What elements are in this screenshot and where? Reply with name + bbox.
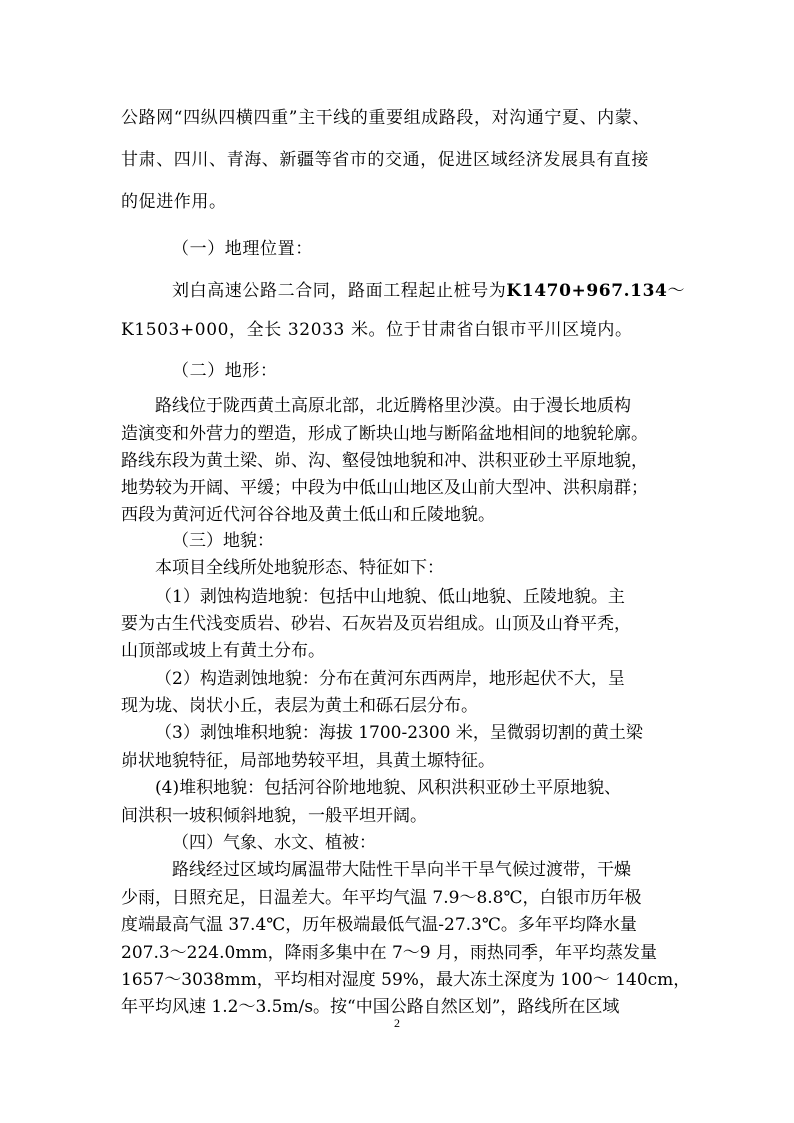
text-line: 公路网“四纵四横四重”主干线的重要组成路段，对沟通宁夏、内蒙、 (121, 108, 650, 128)
text-line: 造演变和外营力的塑造，形成了断块山地与断陷盆地相间的地貌轮廓。 (121, 424, 648, 444)
section-heading: （一）地理位置： (172, 239, 313, 259)
text-line: 路线经过区域均属温带大陆性干旱向半干旱气候过渡带，干燥 (172, 860, 631, 880)
text-line: 西段为黄河近代河谷谷地及黄土低山和丘陵地貌。 (121, 505, 495, 525)
text-line: 路线位于陇西黄土高原北部，北近腾格里沙漠。由于漫长地质构 (155, 396, 631, 416)
text-line: 1657～3038mm，平均相对湿度 59%，最大冻土深度为 100～ 140cm， (121, 970, 691, 990)
text-line: 间洪积一坡积倾斜地貌，一般平坦开阔。 (121, 806, 427, 826)
section-heading: （二）地形： (172, 361, 278, 381)
text-line: （2）构造剥蚀地貌：分布在黄河东西两岸，地形起伏不大，呈 (155, 669, 625, 689)
text-line: 山顶部或坡上有黄土分布。 (121, 641, 325, 661)
text-line: 峁状地貌特征，局部地势较平坦，具黄土塬特征。 (121, 751, 495, 771)
text-line: K1503+000，全长 32033 米。位于甘肃省白银市平川区境内。 (121, 320, 633, 340)
text-line: （3）剥蚀堆积地貌：海拔 1700-2300 米，呈微弱切割的黄土梁 (155, 723, 643, 743)
text-line: 年平均风速 1.2～3.5m/s。按“中国公路自然区划”，路线所在区域 (121, 997, 620, 1017)
text-line: 要为古生代浅变质岩、砂岩、石灰岩及页岩组成。山顶及山脊平秃， (121, 614, 631, 634)
section-heading: （四）气象、水文、植被： (172, 833, 376, 853)
text-line: 现为垅、岗状小丘，表层为黄土和砾石层分布。 (121, 696, 478, 716)
section-heading: （三）地貌： (172, 531, 274, 551)
text-line: 度端最高气温 37.4℃，历年极端最低气温-27.3℃。多年平均降水量 (121, 915, 637, 935)
text-span: 刘白高速公路二合同，路面工程起止桩号为 (172, 281, 507, 301)
text-line: 甘肃、四川、青海、新疆等省市的交通，促进区域经济发展具有直接 (121, 150, 649, 170)
text-line: 207.3～224.0mm，降雨多集中在 7～9 月，雨热同季，年平均蒸发量 (121, 943, 658, 963)
bold-stake-number: K1470+967.134 (506, 281, 668, 301)
page-number: 2 (394, 1016, 400, 1030)
text-line: 地势较为开阔、平缓；中段为中低山山地区及山前大型冲、洪积扇群； (121, 478, 648, 498)
text-line: （1）剥蚀构造地貌：包括中山地貌、低山地貌、丘陵地貌。主 (155, 587, 625, 607)
text-line: 的促进作用。 (121, 192, 227, 212)
text-line: 本项目全线所处地貌形态、特征如下： (155, 558, 444, 578)
text-line: 少雨，日照充足，日温差大。年平均气温 7.9～8.8℃，白银市历年极 (121, 888, 642, 908)
text-line: 路线东段为黄土梁、峁、沟、壑侵蚀地貌和冲、洪积亚砂土平原地貌， (121, 451, 648, 471)
text-line: (4)堆积地貌：包括河谷阶地地貌、风积洪积亚砂土平原地貌、 (155, 778, 622, 798)
text-span: ～ (667, 281, 686, 301)
text-line (172, 276, 685, 301)
